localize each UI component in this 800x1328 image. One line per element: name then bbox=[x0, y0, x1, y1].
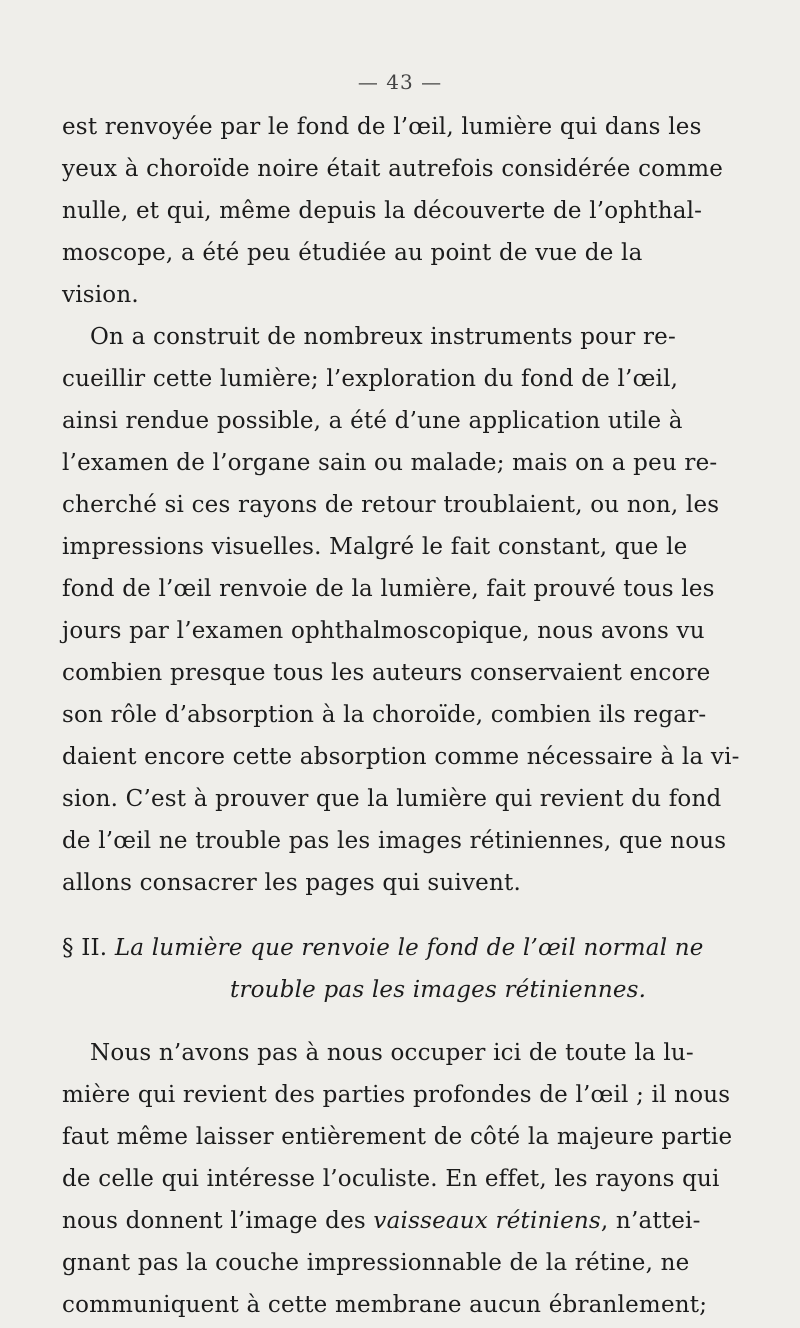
text-line: de celle qui intéresse l’oculiste. En effet, les rayons qui bbox=[62, 1166, 720, 1192]
text-line: daient encore cette absorption comme nécessaire à la vi- bbox=[62, 744, 740, 770]
section-heading-line-1 bbox=[62, 933, 704, 963]
text-line: impressions visuelles. Malgré le fait constant, que le bbox=[62, 534, 688, 560]
text-line: gnant pas la couche impressionnable de la rétine, ne bbox=[62, 1250, 690, 1276]
page-number: — 43 — bbox=[357, 70, 443, 94]
text-line: communiquent à cette membrane aucun ébranlement; bbox=[62, 1292, 708, 1318]
text-line: moscope, a été peu étudiée au point de vue de la bbox=[62, 240, 643, 266]
text-line: allons consacrer les pages qui suivent. bbox=[62, 870, 521, 896]
text-line: vision. bbox=[62, 282, 139, 308]
text-line: ainsi rendue possible, a été d’une application utile à bbox=[62, 408, 683, 434]
text-line: faut même laisser entièrement de côté la majeure partie bbox=[62, 1124, 733, 1150]
text-line: nulle, et qui, même depuis la découverte de l’ophthal- bbox=[62, 198, 703, 224]
text-line: son rôle d’absorption à la choroïde, combien ils regar- bbox=[62, 702, 707, 728]
section-title-part-1: La lumière que renvoie le fond de l’œil normal ne bbox=[114, 935, 704, 961]
text-segment: , n’attei- bbox=[600, 1208, 701, 1234]
text-line: jours par l’examen ophthalmoscopique, nous avons vu bbox=[62, 618, 705, 644]
italic-term: vaisseaux rétiniens bbox=[373, 1208, 601, 1234]
section-heading-line-2: trouble pas les images rétiniennes. bbox=[230, 977, 647, 1003]
text-line: est renvoyée par le fond de l’œil, lumière qui dans les bbox=[62, 114, 702, 140]
text-line: On a construit de nombreux instruments pour re- bbox=[90, 324, 676, 350]
text-line: cherché si ces rayons de retour troublaient, ou non, les bbox=[62, 492, 720, 518]
text-line: combien presque tous les auteurs conservaient encore bbox=[62, 660, 711, 686]
text-line: fond de l’œil renvoie de la lumière, fait prouvé tous les bbox=[62, 576, 715, 602]
text-line: sion. C’est à prouver que la lumière qui revient du fond bbox=[62, 786, 722, 812]
text-line-with-italic bbox=[62, 1206, 701, 1236]
text-line: yeux à choroïde noire était autrefois considérée comme bbox=[62, 156, 724, 182]
section-number: § II. bbox=[62, 935, 108, 961]
text-line: cueillir cette lumière; l’exploration du fond de l’œil, bbox=[62, 366, 679, 392]
text-line: l’examen de l’organe sain ou malade; mais on a peu re- bbox=[62, 450, 718, 476]
text-line: mière qui revient des parties profondes de l’œil ; il nous bbox=[62, 1082, 731, 1108]
text-line: de l’œil ne trouble pas les images rétiniennes, que nous bbox=[62, 828, 727, 854]
text-segment: nous donnent l’image des bbox=[62, 1208, 366, 1234]
text-line: Nous n’avons pas à nous occuper ici de toute la lu- bbox=[90, 1040, 694, 1066]
